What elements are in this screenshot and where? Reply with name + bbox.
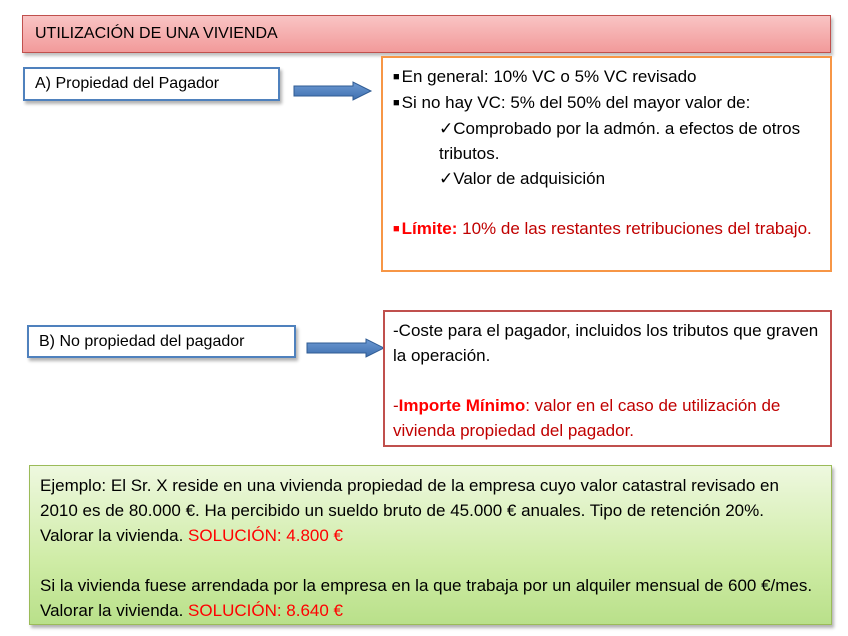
- list-item-general: ■ En general: 10% VC o 5% VC revisado: [393, 67, 697, 86]
- list-item-adquisicion: ✓Valor de adquisición: [439, 169, 606, 188]
- example-box: [29, 465, 832, 625]
- list-item-limite: ■ Límite: 10% de las restantes retribuciones del trabajo.: [393, 219, 812, 238]
- right-arrow-icon: [306, 338, 386, 358]
- checkmark-icon: ✓: [439, 119, 454, 138]
- checkmark-icon: ✓: [439, 169, 454, 188]
- square-bullet-icon: ■: [393, 223, 400, 235]
- solution-2: SOLUCIÓN: 8.640 €: [188, 601, 344, 620]
- square-bullet-icon: ■: [393, 71, 400, 83]
- label-no-propiedad-pagador: [27, 325, 296, 358]
- page-title: UTILIZACIÓN DE UNA VIVIENDA: [35, 25, 278, 42]
- example-paragraph-2: Si la vivienda fuese arrendada por la empresa en la que trabaja por un alquiler mensual de 600 €/mes. Valorar la vivienda. SOLUCIÓN: 8.640 €: [40, 576, 813, 620]
- importe-minimo-text: -Importe Mínimo: valor en el caso de utilización de vivienda propiedad del pagador.: [393, 396, 781, 440]
- list-item-no-vc: ■ Si no hay VC: 5% del 50% del mayor valor de:: [393, 93, 751, 112]
- right-arrow-icon: [293, 81, 373, 101]
- title-bar: [22, 15, 831, 53]
- label-a-text: A) Propiedad del Pagador: [35, 75, 220, 92]
- square-bullet-icon: ■: [393, 97, 400, 109]
- coste-text: -Coste para el pagador, incluidos los tributos que graven la operación.: [393, 321, 819, 365]
- box-propiedad-details: [381, 56, 832, 272]
- box-no-propiedad-details: [383, 310, 832, 447]
- example-paragraph-1: Ejemplo: El Sr. X reside en una vivienda propiedad de la empresa cuyo valor catastral revisado en 2010 es de 80.000 €. Ha percibido un sueldo bruto de 45.000 € anuales. Tipo de retención 20%. Valorar la vivienda. SOLUCIÓN: 4.800 €: [40, 476, 779, 545]
- label-b-text: B) No propiedad del pagador: [39, 333, 245, 350]
- solution-1: SOLUCIÓN: 4.800 €: [188, 526, 344, 545]
- label-propiedad-pagador: [23, 67, 280, 101]
- list-item-comprobado: ✓Comprobado por la admón. a efectos de otros tributos.: [439, 119, 801, 163]
